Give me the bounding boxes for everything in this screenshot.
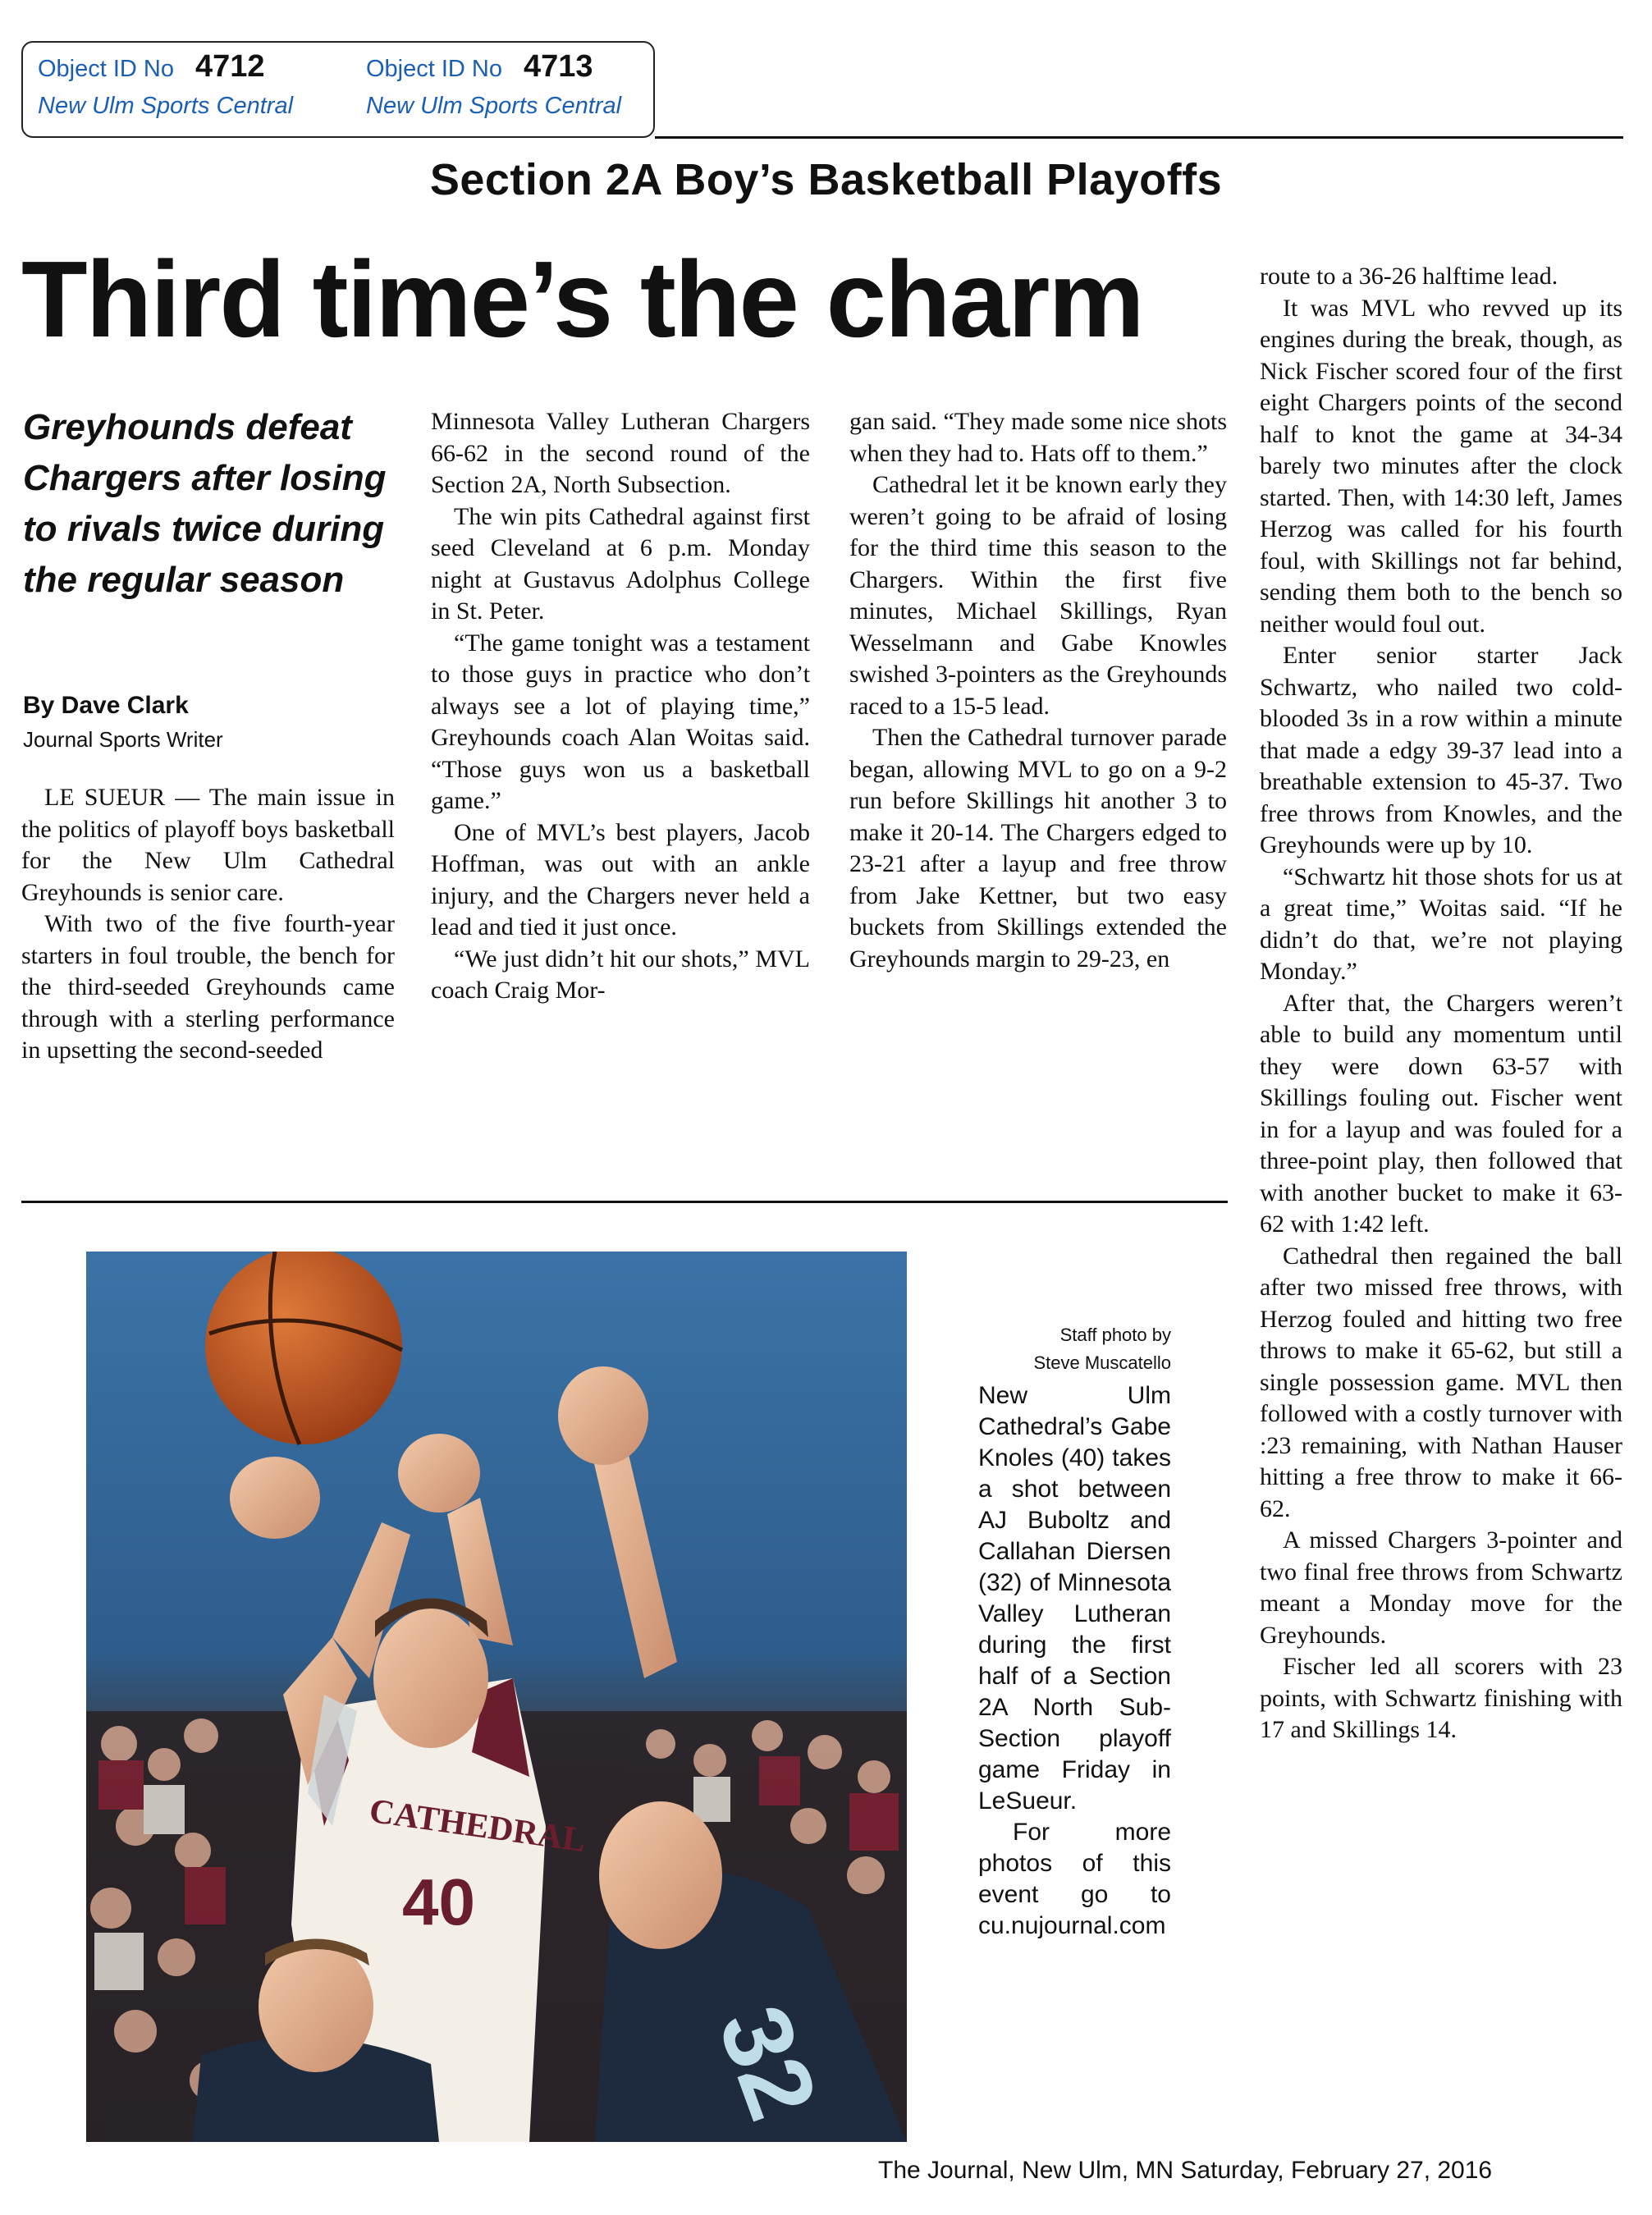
object-id-number: 4713 [524, 49, 593, 84]
article-column-2 [431, 406, 810, 1007]
article-paragraph: Fischer led all scorers with 23 points, with Schwartz finishing with 17 and Skillings 14. [1260, 1653, 1622, 1743]
deck-subheadline: Greyhounds defeat Chargers after losing to rivals twice during the regular season [23, 407, 387, 600]
section-kicker: Section 2A Boy’s Basketball Playoffs [429, 155, 1223, 204]
photo-credit: Staff photo by [1059, 1325, 1171, 1345]
article-paragraph: Cathedral then regained the ball after two missed free throws, with Herzog fouled and hitting two free throws to make it 65-62, but still a single possession game. MVL then followed with a costly turnover with :23 remaining, with Nathan Hauser hitting a free throw to make it 66-62. [1260, 1242, 1622, 1522]
article-paragraph: It was MVL who revved up its engines during the break, though, as Nick Fischer scored four of the first eight Chargers points of the second half to knot the game at 34-34 barely two minutes after the clock started. Then, with 14:30 left, James Herzog was called for his fourth foul, with Skillings not far behind, sending them both to the bench so neither would foul out. [1260, 294, 1622, 638]
object-id-label: Object ID No [38, 56, 174, 82]
article-paragraph: gan said. “They made some nice shots when they had to. Hats off to them.” [849, 408, 1227, 467]
article-column-4 [1260, 261, 1622, 1746]
article-paragraph: Then the Cathedral turnover parade began, allowing MVL to go on a 9-2 run before Skillings hit another 3 to make it 20-14. The Chargers edged to 23-21 after a layup and free throw from Jake Kettner, but two easy buckets from Skillings extended the Greyhounds margin to 29-23, en [849, 724, 1227, 972]
article-paragraph: With two of the five fourth-year starters in foul trouble, the bench for the third-seeded Greyhounds came through with a sterling performance in upsetting the second-seeded [21, 910, 395, 1064]
photo-credit-name: Steve Muscatello [1033, 1352, 1171, 1373]
top-rule [655, 136, 1623, 139]
opponent-number: 32 [697, 1992, 839, 2133]
caption-more-photos: For more photos of this event go to cu.nujournal.com [978, 1819, 1171, 1939]
article-paragraph: A missed Chargers 3-pointer and two final free throws from Schwartz meant a Monday move for the Greyhounds. [1260, 1526, 1622, 1649]
object-id-source: New Ulm Sports Central [366, 93, 622, 119]
byline: By Dave Clark [23, 692, 189, 719]
article-paragraph: route to a 36-26 halftime lead. [1260, 263, 1558, 290]
object-id-source: New Ulm Sports Central [38, 93, 294, 119]
byline-title: Journal Sports Writer [23, 727, 223, 752]
article-paragraph: “Schwartz hit those shots for us at a great time,” Woitas said. “If he didn’t do that, we’re not playing Monday.” [1260, 863, 1622, 985]
article-column-3 [849, 406, 1227, 975]
article-paragraph: The win pits Cathedral against first seed Cleveland at 6 p.m. Monday night at Gustavus Adolphus College in St. Peter. [431, 502, 810, 625]
basketball-photo-illustration [86, 1252, 907, 2142]
article-paragraph: “The game tonight was a testament to those guys in practice who don’t always see a lot of playing time,” Greyhounds coach Alan Woitas said. “Those guys won us a basketball game.” [431, 629, 810, 814]
article-paragraph: Minnesota Valley Lutheran Chargers 66-62 in the second round of the Section 2A, North Subsection. [431, 408, 810, 498]
object-id-box [21, 41, 655, 138]
object-id-number: 4712 [195, 49, 265, 84]
headline: Third time’s the charm [21, 239, 1143, 359]
article-paragraph: After that, the Chargers weren’t able to build any momentum until they were down 63-57 with Skillings fouling out. Fischer went in for a layup and was fouled for a three-point play, then followed that with another bucket to make it 63-62 with 1:42 left. [1260, 989, 1622, 1238]
caption-text: New Ulm Cathedral’s Gabe Knoles (40) takes a shot between AJ Buboltz and Callahan Diersen (32) of Minnesota Valley Lutheran during the first half of a Section 2A North Sub-Section playoff game Friday in LeSueur. [978, 1382, 1171, 1815]
object-id-label: Object ID No [366, 56, 502, 82]
photo-caption [978, 1321, 1171, 1942]
page-footer: The Journal, New Ulm, MN Saturday, February 27, 2016 [878, 2157, 1493, 2184]
article-paragraph: Cathedral let it be known early they weren’t going to be afraid of losing for the third time this season to the Chargers. Within the first five minutes, Michael Skillings, Ryan Wesselmann and Gabe Knowles swished 3-pointers as the Greyhounds raced to a 15-5 lead. [849, 471, 1227, 720]
article-paragraph: LE SUEUR — The main issue in the politics of playoff boys basketball for the New Ulm Cathedral Greyhounds is senior care. [21, 784, 395, 906]
article-paragraph: One of MVL’s best players, Jacob Hoffman, was out with an ankle injury, and the Chargers never held a lead and tied it just once. [431, 818, 810, 940]
staff-photo [86, 1252, 907, 2142]
object-id-entry [366, 49, 621, 120]
article-paragraph: Enter senior starter Jack Schwartz, who nailed two cold-blooded 3s in a row within a minute that made a edgy 39-37 lead into a breathable extension to 45-37. Two free throws from Knowles, and the Greyhounds were up by 10. [1260, 642, 1622, 858]
photo-divider-rule [21, 1201, 1228, 1203]
article-column-1 [21, 782, 395, 1067]
jersey-text: CATHEDRAL [367, 1792, 588, 1860]
article-paragraph: “We just didn’t hit our shots,” MVL coach Craig Mor- [431, 945, 810, 1004]
object-id-entry [38, 49, 293, 120]
jersey-number: 40 [402, 1865, 475, 1938]
